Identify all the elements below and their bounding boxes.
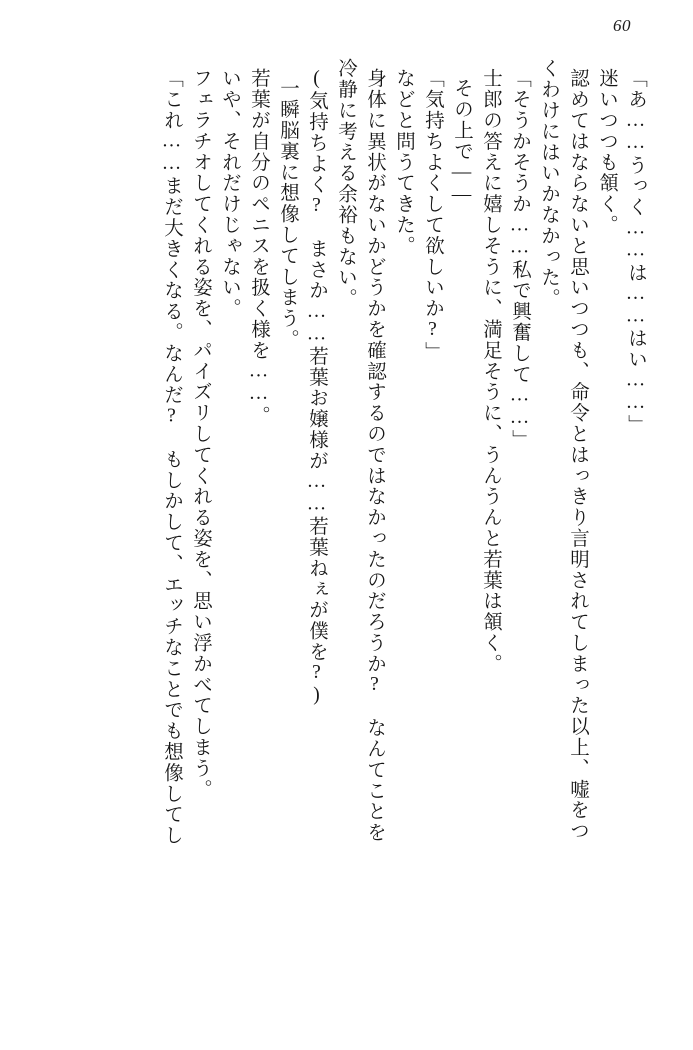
text-column: 冷静に考える余裕もない。 <box>335 58 356 309</box>
text-column: などと問うてきた。 <box>393 68 414 257</box>
vertical-text-block <box>44 58 645 1022</box>
text-column: 認めてはならないと思いつつも、命令とはっきり言明されてしまった以上、嘘をつ <box>567 68 588 842</box>
text-column: フェラチオしてくれる姿を、パイズリしてくれる姿を、思い浮かべてしまう。 <box>190 68 211 800</box>
text-column: 一瞬脳裏に想像してしまう。 <box>277 78 298 350</box>
text-column: 「これ……まだ大きくなる。なんだ? もしかして、エッチなことでも想像してし <box>161 68 182 846</box>
page-number: 60 <box>613 16 631 35</box>
text-column: 「気持ちよくして欲しいか?」 <box>422 68 443 363</box>
text-column: 迷いつつも頷く。 <box>596 68 617 236</box>
text-column: (気持ちよく? まさか……若葉お嬢様が……若葉ねぇが僕を?) <box>306 68 327 707</box>
text-column: 「あ……うっく……は……はい……」 <box>625 68 646 436</box>
text-column: その上で―― <box>451 78 472 207</box>
text-column: 若葉が自分のペニスを扱く様を……。 <box>248 68 269 427</box>
text-column: いや、それだけじゃない。 <box>219 68 240 319</box>
text-column: 身体に異状がないかどうかを確認するのではなかったのだろうか? なんてことを <box>364 68 385 843</box>
text-column: くわけにはいかなかった。 <box>538 58 559 309</box>
text-column: 士郎の答えに嬉しそうに、満足そうに、うんうんと若葉は頷く。 <box>480 68 501 675</box>
text-column: 「そうかそうか……私で興奮して……」 <box>509 68 530 451</box>
